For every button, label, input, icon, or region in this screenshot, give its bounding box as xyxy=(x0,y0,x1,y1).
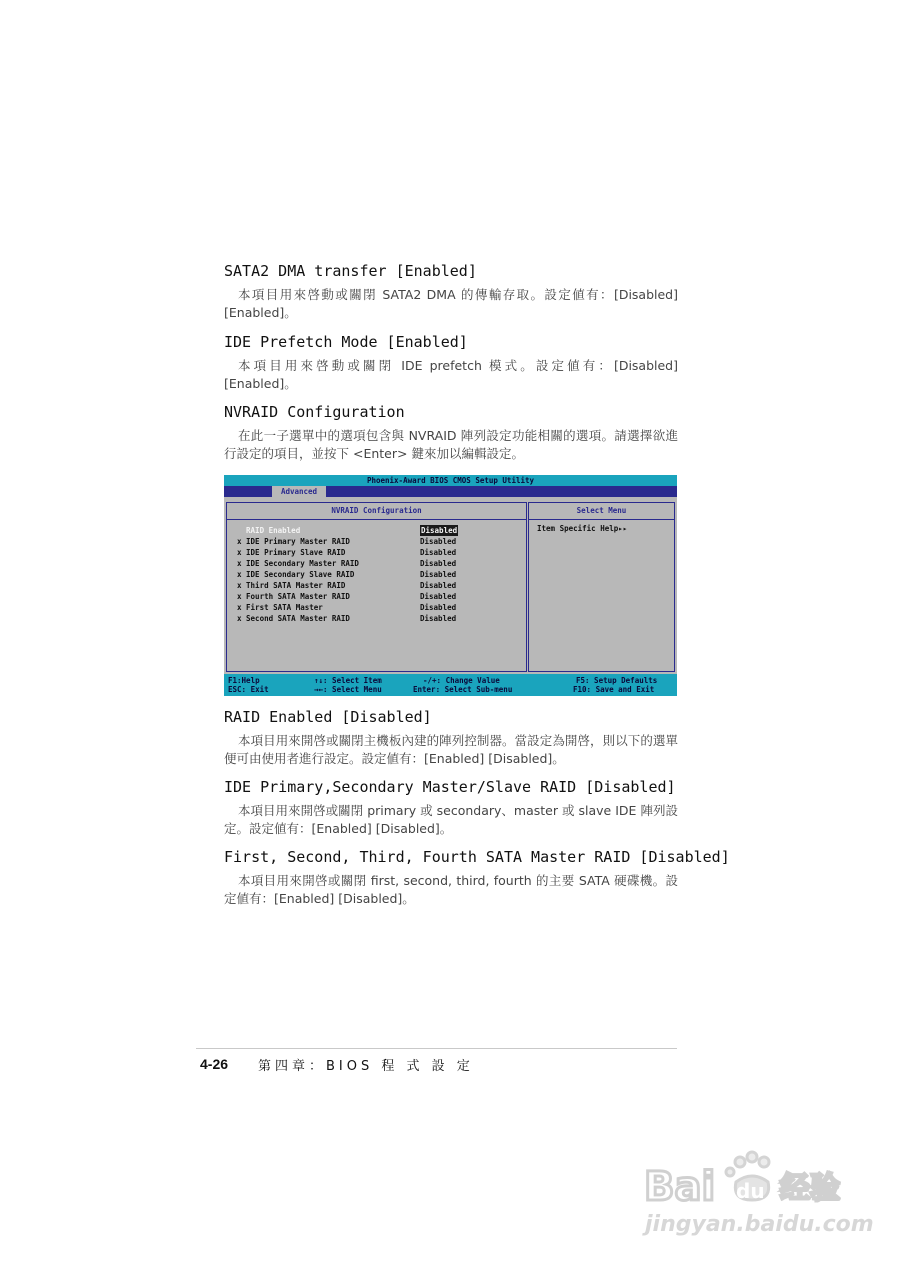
section-body: 本項目用來開啓或關閉 primary 或 secondary、master 或 slave IDE 陣列設定。設定値有：[Enabled] [Disabled]。 xyxy=(224,803,678,836)
section-heading: First, Second, Third, Fourth SATA Master RAID [Disabled] xyxy=(224,848,730,866)
watermark-url: jingyan.baidu.com xyxy=(645,1212,874,1237)
bios-item-help: Item Specific Help▸▸ xyxy=(537,524,628,533)
bios-key-change-value: -/+: Change Value xyxy=(423,676,500,685)
bios-panel-title: NVRAID Configuration xyxy=(227,503,526,520)
bios-row-label: x First SATA Master xyxy=(237,603,323,612)
section-heading: RAID Enabled [Disabled] xyxy=(224,708,432,726)
bios-row[interactable] xyxy=(237,580,517,591)
bios-row[interactable] xyxy=(237,536,517,547)
section-sata2-dma xyxy=(224,262,678,322)
bios-settings-panel xyxy=(226,502,527,672)
bios-tab-advanced[interactable]: Advanced xyxy=(272,486,326,497)
baidu-jingyan-logo-icon xyxy=(640,1148,850,1210)
bios-row-raid-enabled[interactable] xyxy=(237,525,517,536)
bios-key-select-item: ↑↓: Select Item xyxy=(314,676,382,685)
section-nvraid-config xyxy=(224,403,678,463)
bios-row-value: Disabled xyxy=(420,537,457,546)
section-body: 本項目用來開啓或關閉 first, second, third, fourth 的主要 SATA 硬碟機。設定値有：[Enabled] [Disabled]。 xyxy=(224,873,678,906)
bios-row-value: Disabled xyxy=(420,614,457,623)
section-heading: NVRAID Configuration xyxy=(224,403,405,421)
bios-row[interactable] xyxy=(237,569,517,580)
section-body: 本項目用來啓動或關閉 IDE prefetch 模式。設定値有：[Disabled] [Enabled]。 xyxy=(224,358,678,391)
section-ide-raid xyxy=(224,778,678,838)
section-sata-master-raid xyxy=(224,848,730,908)
page-number: 4-26 xyxy=(200,1056,229,1072)
bios-key-f1: F1:Help xyxy=(228,676,260,685)
svg-text:du: du xyxy=(736,1179,765,1203)
bios-row[interactable] xyxy=(237,613,517,624)
bios-key-esc: ESC: Exit xyxy=(228,685,269,694)
bios-row-label: x Third SATA Master RAID xyxy=(237,581,346,590)
bios-help-panel xyxy=(528,502,675,672)
bios-row-value: Disabled xyxy=(420,559,457,568)
bios-row-label: x IDE Secondary Slave RAID xyxy=(237,570,355,579)
bios-row-label: x Second SATA Master RAID xyxy=(237,614,350,623)
bios-row-value[interactable]: Disabled xyxy=(421,526,458,535)
section-heading: IDE Prefetch Mode [Enabled] xyxy=(224,333,468,351)
bios-row-label: x Fourth SATA Master RAID xyxy=(237,592,350,601)
bios-menu-bar xyxy=(224,486,677,497)
section-heading: SATA2 DMA transfer [Enabled] xyxy=(224,262,477,280)
bios-help-title: Select Menu xyxy=(529,503,674,520)
bios-key-select-sub: Enter: Select Sub-menu xyxy=(413,685,513,694)
bios-row-value: Disabled xyxy=(420,592,457,601)
bios-key-f5: F5: Setup Defaults xyxy=(576,676,658,685)
bios-row-value: Disabled xyxy=(420,603,457,612)
svg-text:经验: 经验 xyxy=(780,1171,840,1206)
bios-row[interactable] xyxy=(237,602,517,613)
bios-title-bar: Phoenix-Award BIOS CMOS Setup Utility xyxy=(224,475,677,486)
bios-row[interactable] xyxy=(237,591,517,602)
bios-row-label: x IDE Primary Master RAID xyxy=(237,537,350,546)
section-ide-prefetch xyxy=(224,333,678,393)
bios-row-label: x IDE Secondary Master RAID xyxy=(237,559,359,568)
bios-row-value: Disabled xyxy=(420,581,457,590)
bios-row-label: RAID Enabled xyxy=(237,526,301,535)
bios-screenshot xyxy=(224,475,677,696)
section-body: 本項目用來啓動或關閉 SATA2 DMA 的傳輸存取。設定値有：[Disabled] [Enabled]。 xyxy=(224,287,678,320)
svg-text:Bai: Bai xyxy=(644,1164,716,1210)
bios-row[interactable] xyxy=(237,547,517,558)
section-heading: IDE Primary,Secondary Master/Slave RAID [Disabled] xyxy=(224,778,676,796)
bios-key-f10: F10: Save and Exit xyxy=(573,685,655,694)
chapter-title: 第四章：BIOS 程 式 設 定 xyxy=(258,1059,474,1074)
bios-row[interactable] xyxy=(237,558,517,569)
bios-row-label: x IDE Primary Slave RAID xyxy=(237,548,346,557)
footer-divider xyxy=(196,1048,677,1049)
bios-row-value: Disabled xyxy=(420,570,457,579)
bios-row-value: Disabled xyxy=(420,548,457,557)
section-body: 本項目用來開啓或關閉主機板內建的陣列控制器。當設定為開啓，則以下的選單便可由使用者進行設定。設定値有：[Enabled] [Disabled]。 xyxy=(224,733,678,766)
section-raid-enabled xyxy=(224,708,678,768)
section-body: 在此一子選單中的選項包含與 NVRAID 陣列設定功能相關的選項。請選擇欲進行設定的項目，並按下 <Enter> 鍵來加以編輯設定。 xyxy=(224,428,678,461)
bios-key-legend xyxy=(224,674,677,696)
bios-key-select-menu: →←: Select Menu xyxy=(314,685,382,694)
bios-settings-list xyxy=(237,525,517,624)
